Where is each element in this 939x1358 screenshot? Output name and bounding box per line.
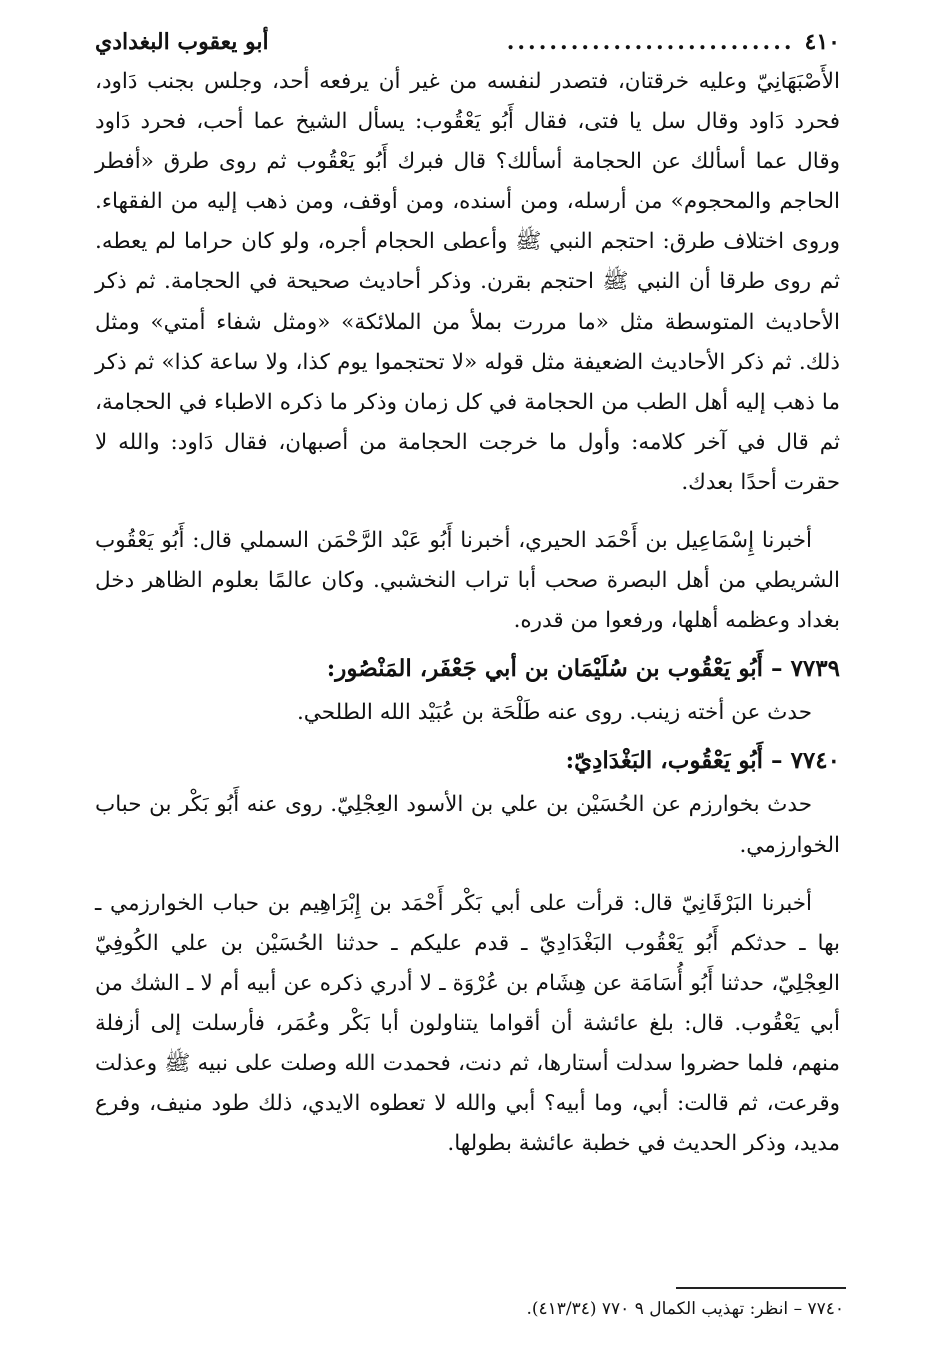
header-leader-dots: ........................... (506, 29, 795, 55)
footnote: ٧٧٤٠ – انظر: تهذيب الكمال ٩ ٧٧٠ (٤١٣/٣٤). (526, 1299, 844, 1319)
entry-heading-7740: ٧٧٤٠ – أَبُو يَعْقُوب، البَغْدَادِيّ: (565, 747, 840, 775)
paragraph-entry-7739: حدث عن أخته زينب. روى عنه طَلْحَة بن عُبَيْد الله الطلحي. (296, 700, 812, 726)
book-page (95, 22, 840, 1164)
page-number: ٤١٠ (804, 29, 840, 55)
entry-heading-7739: ٧٧٣٩ – أَبُو يَعْقُوب بن سُلَيْمَان بن أبي جَعْفَر، المَنْصُور: (326, 655, 840, 683)
running-title: أبو يعقوب البغدادي (95, 29, 269, 55)
paragraph-barqani-hadith: أخبرنا البَرْقَانِيّ قال: قرأت على أبي بَكْر أَحْمَد بن إِبْرَاهِيم بن حباب الخوارزمي ـ بها ـ حدثكم أَبُو يَعْقُوب البَغْدَادِيّ ـ قدم عليكم ـ حدثنا الحُسَيْن بن علي الكُوفِيّ العِجْلِيّ، حدثنا أَبُو أُسَامَة عن هِشَام بن عُرْوَة ـ لا أدري ذكره عن أبيه أم لا ـ الشك من أبي يَعْقُوب. قال: بلغ عائشة أن أقواما يتناولون أبا بَكْر وعُمَر، فأرسلت إلى أزفلة منهم، فلما حضروا سدلت أستارها، ثم دنت، فحمدت الله وصلت على نبيه ﷺ وعذلت وقرعت، ثم قالت: أبي، وما أبيه؟ أبي والله لا تعطوه الايدي، ذلك طود منيف، وفرع مديد، وذكر الحديث في خطبة عائشة بطولها. (95, 890, 840, 1157)
running-header (95, 22, 840, 62)
paragraph-dawud-story: الأَصْبَهَانِيّ وعليه خرقتان، فتصدر لنفسه من غير أن يرفعه أحد، وجلس بجنب دَاود، فحرد دَاود وقال سل يا فتى، فقال أَبُو يَعْقُوب: يسأل الشيخ عما أحب، فحرد دَاود وقال عما أسألك عن الحجامة أسألك؟ قال فبرك أَبُو يَعْقُوب ثم روى طرق «أفطر الحاجم والمحجوم» من أرسله، ومن أسنده، ومن أوقف، ومن ذهب إليه من الفقهاء. وروى اختلاف طرق: احتجم النبي ﷺ وأعطى الحجام أجره، ولو كان حراما لم يعطه. ثم روى طرقا أن النبي ﷺ احتجم بقرن. وذكر أحاديث صحيحة في الحجامة. ثم ذكر الأحاديث المتوسطة مثل «ما مررت بملأ من الملائكة» «ومثل شفاء أمتي» ومثل ذلك. ثم ذكر الأحاديث الضعيفة مثل قوله «لا تحتجموا يوم كذا، ولا ساعة كذا» ثم ذكر ما ذهب إليه أهل الطب من الحجامة في كل زمان وذكر ما ذكره الاطباء في الحجامة، ثم قال في آخر كلامه: وأول ما خرجت الحجامة من أصبهان، فقال دَاود: والله لا حقرت أحدًا بعدك. (95, 69, 840, 495)
paragraph-entry-7740: حدث بخوارزم عن الحُسَيْن بن علي بن الأسود العِجْلِيّ. روى عنه أَبُو بَكْر بن حباب الخوارزمي. (95, 792, 840, 858)
paragraph-sulami-report: أخبرنا إِسْمَاعِيل بن أَحْمَد الحيري، أخبرنا أَبُو عَبْد الرَّحْمَن السملي قال: أَبُو يَعْقُوب الشريطي من أهل البصرة صحب أبا تراب النخشبي. وكان عالمًا بعلوم الظاهر دخل بغداد وعظمه أهلها، ورفعوا من قدره. (95, 528, 840, 634)
footnote-separator (676, 1287, 846, 1289)
